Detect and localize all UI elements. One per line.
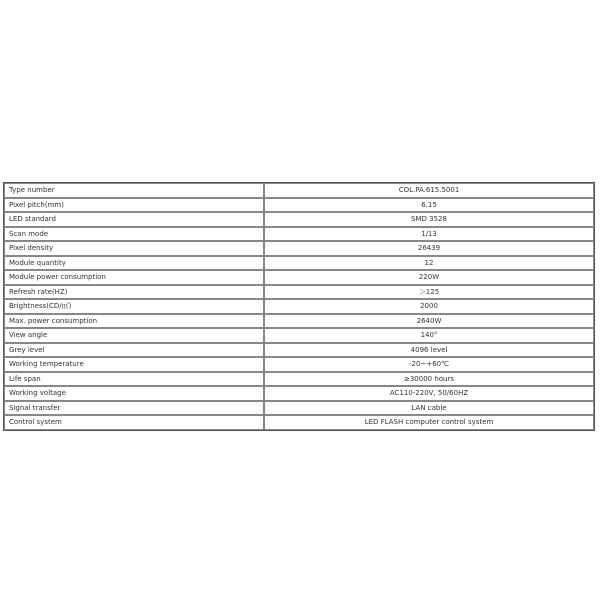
row-label: Working temperature xyxy=(4,357,264,372)
table-row xyxy=(4,270,594,285)
table-row xyxy=(4,285,594,300)
row-value: 12 xyxy=(264,256,594,271)
row-label: LED standard xyxy=(4,212,264,227)
table-row xyxy=(4,401,594,416)
row-value: ＞125 xyxy=(264,285,594,300)
table-row xyxy=(4,227,594,242)
table-row xyxy=(4,198,594,213)
row-value: 26439 xyxy=(264,241,594,256)
table-row xyxy=(4,343,594,358)
row-label: Life span xyxy=(4,372,264,387)
row-label: Grey level xyxy=(4,343,264,358)
row-value: SMD 3528 xyxy=(264,212,594,227)
row-value: AC110-220V, 50/60HZ xyxy=(264,386,594,401)
table-row xyxy=(4,357,594,372)
row-value: 2640W xyxy=(264,314,594,329)
row-value: -20~+60℃ xyxy=(264,357,594,372)
row-value: LED FLASH computer control system xyxy=(264,415,594,430)
table-row xyxy=(4,256,594,271)
table-row xyxy=(4,299,594,314)
row-label: Module quantity xyxy=(4,256,264,271)
table-row xyxy=(4,314,594,329)
table-row xyxy=(4,183,594,198)
row-label: Max. power consumption xyxy=(4,314,264,329)
row-label: Working voltage xyxy=(4,386,264,401)
row-value: ≥30000 hours xyxy=(264,372,594,387)
row-label: Pixel pitch(mm) xyxy=(4,198,264,213)
row-value: 2000 xyxy=(264,299,594,314)
row-label: Signal transfer xyxy=(4,401,264,416)
row-label: Scan mode xyxy=(4,227,264,242)
spec-table xyxy=(3,182,595,431)
row-value: 1/13 xyxy=(264,227,594,242)
row-label: View angle xyxy=(4,328,264,343)
table-row xyxy=(4,415,594,430)
row-label: Brightness(CD/㎡) xyxy=(4,299,264,314)
row-value: 140° xyxy=(264,328,594,343)
table-row xyxy=(4,372,594,387)
table-row xyxy=(4,212,594,227)
row-label: Module power consumption xyxy=(4,270,264,285)
table-row xyxy=(4,386,594,401)
row-value: 6.15 xyxy=(264,198,594,213)
row-label: Control system xyxy=(4,415,264,430)
row-label: Refresh rate(HZ) xyxy=(4,285,264,300)
table-row xyxy=(4,241,594,256)
row-value: 4096 level xyxy=(264,343,594,358)
row-value: COL.PA.615.5001 xyxy=(264,183,594,198)
row-value: LAN cable xyxy=(264,401,594,416)
table-row xyxy=(4,328,594,343)
row-value: 220W xyxy=(264,270,594,285)
row-label: Type number xyxy=(4,183,264,198)
row-label: Pixel density xyxy=(4,241,264,256)
